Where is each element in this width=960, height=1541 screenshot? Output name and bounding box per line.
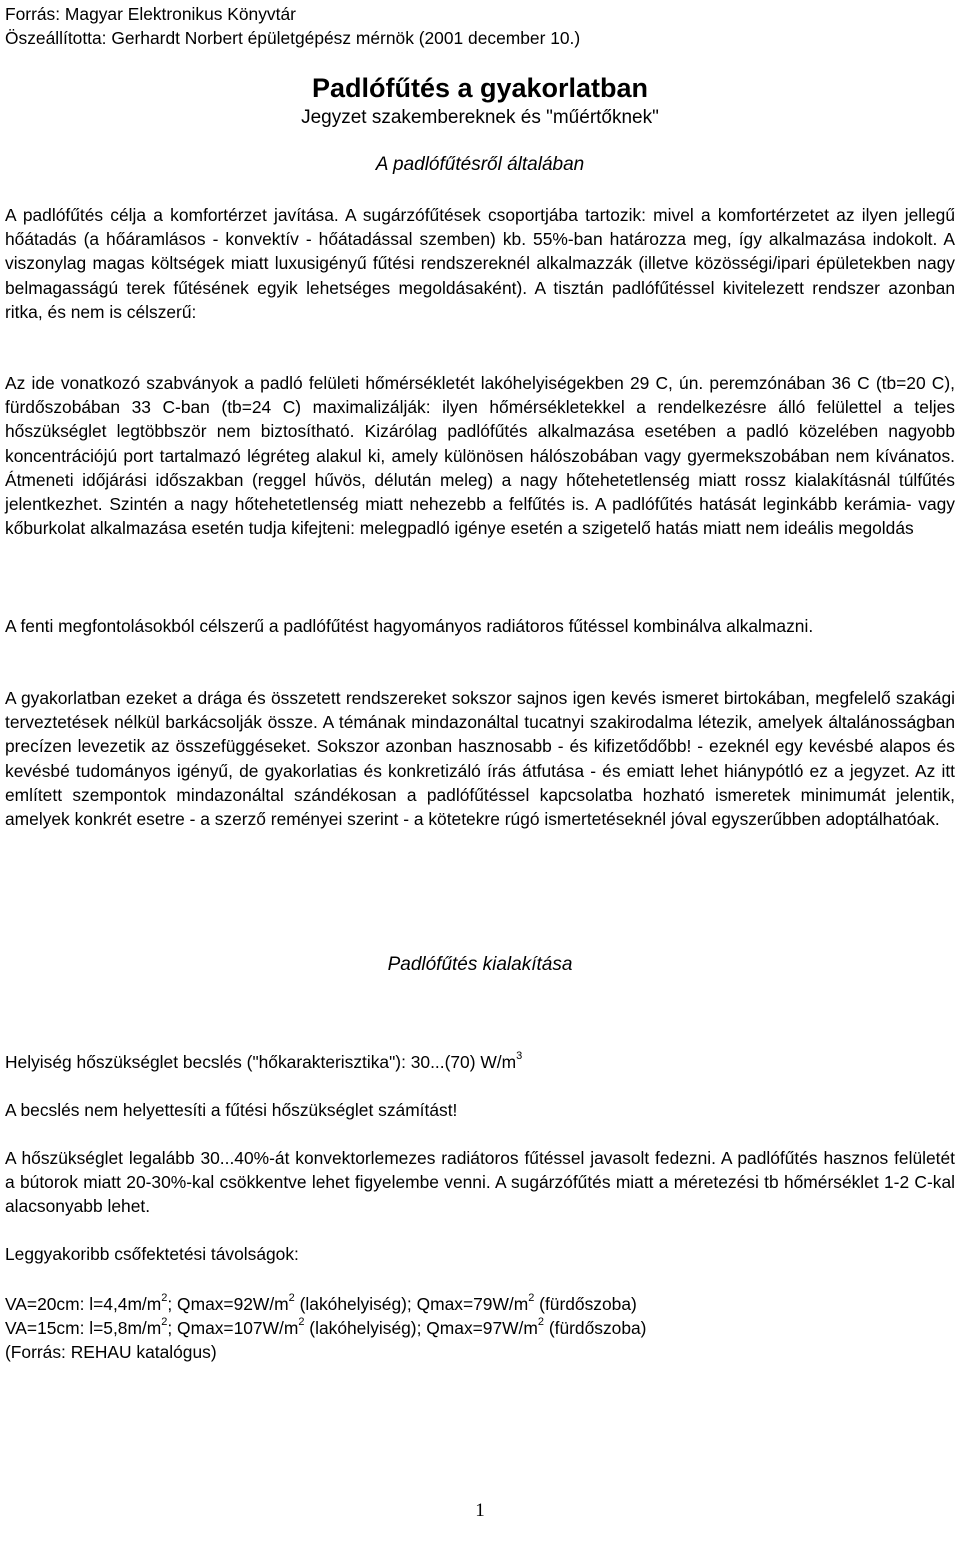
spacing-row-text: ; Qmax=107W/m bbox=[167, 1318, 299, 1339]
paragraph-convector: A hőszükséglet legalább 30...40%-át konvektorlemezes radiátoros fűtéssel javasolt fedezni. A padlófűtés hasznos felületét a bútorok miatt 20-30%-kal csökkentve lehet figyelembe venni. A sugárzófűtés miatt a méretezési tb hőmérséklet 1-2 C-kal alacsonyabb lehet. bbox=[5, 1148, 955, 1217]
spacing-row-text: VA=15cm: l=5,8m/m bbox=[5, 1318, 162, 1339]
document-header bbox=[5, 2, 955, 50]
spacing-heading: Leggyakoribb csőfektetési távolságok: bbox=[5, 1244, 299, 1264]
section-heading-general: A padlófűtésről általában bbox=[375, 154, 585, 175]
compiler-line: Öszeállította: Gerhardt Norbert épületgépész mérnök (2001 december 10.) bbox=[5, 28, 581, 49]
heat-demand-line bbox=[5, 1050, 955, 1074]
spacing-source: (Forrás: REHAU katalógus) bbox=[5, 1342, 217, 1363]
superscript: 2 bbox=[288, 1292, 295, 1305]
document-title: Padlófűtés a gyakorlatban bbox=[311, 73, 649, 103]
source-line: Forrás: Magyar Elektronikus Könyvtár bbox=[5, 4, 296, 24]
document-subtitle: Jegyzet szakembereknek és "műértőknek" bbox=[301, 107, 659, 128]
spacing-row-20cm bbox=[5, 1292, 955, 1316]
spacing-row-text: (lakóhelyiség); Qmax=97W/m bbox=[304, 1318, 538, 1339]
spacing-row-text: (fürdőszoba) bbox=[544, 1318, 647, 1339]
superscript: 2 bbox=[528, 1292, 535, 1305]
superscript: 2 bbox=[537, 1316, 544, 1329]
estimate-note: A becslés nem helyettesíti a fűtési hőszükséglet számítást! bbox=[5, 1100, 458, 1120]
heat-demand-text: Helyiség hőszükséglet becslés ("hőkarakterisztika"): 30...(70) W/m bbox=[5, 1052, 517, 1072]
superscript: 2 bbox=[298, 1316, 305, 1329]
spacing-row-text: VA=20cm: l=4,4m/m bbox=[5, 1294, 162, 1314]
spacing-row-text: ; Qmax=92W/m bbox=[167, 1294, 289, 1314]
superscript: 2 bbox=[161, 1292, 168, 1305]
superscript: 2 bbox=[161, 1316, 168, 1329]
spacing-row-text: (lakóhelyiség); Qmax=79W/m bbox=[294, 1294, 529, 1314]
paragraph-combination: A fenti megfontolásokból célszerű a padlófűtést hagyományos radiátoros fűtéssel kombinálva alkalmazni. bbox=[5, 616, 814, 636]
heat-demand-exponent: 3 bbox=[516, 1050, 523, 1063]
paragraph-standards: Az ide vonatkozó szabványok a padló felületi hőmérsékletét lakóhelyiségekben 29 C, ún. peremzónában 36 C (tb=20 C), fürdőszobában 33 C-ban (tb=24 C) maximalizálják: ilyen hőmérsékletekkel a rendelkezésre álló felülettel a teljes hőszükséglet legtöbbször nem biztosítható. Kizárólag padlófűtés alkalmazása esetében a padló közelében nagyobb koncentrációjú port tartalmazó légréteg alakul ki, amely különösen hálószobában vagy gyermekszobában nem kívánatos. Átmeneti időjárási időszakban (reggel hűvös, délután meleg) a nagy hőtehetetlenség miatt rossz kialakításnál túlfűtés jelentkezhet. Szintén a nagy hőtehetetlenség miatt nehezebb a felfűtés is. A padlófűtés hatását leginkább kerámia- vagy kőburkolat alkalmazása esetén tudja kifejteni: melegpadló igénye esetén a szigetelő hatás miatt nem ideális megoldás bbox=[5, 373, 955, 539]
section-heading-design: Padlófűtés kialakítása bbox=[387, 954, 573, 975]
spacing-list bbox=[5, 1292, 955, 1365]
page-number: 1 bbox=[475, 1500, 485, 1521]
paragraph-intro: A padlófűtés célja a komfortérzet javítása. A sugárzófűtések csoportjába tartozik: mivel a komfortérzetet az ilyen jellegű hőátadás (a hőáramlásos - konvektív - hőátadással szemben) kb. 55%-ban határozza meg, így alkalmazása indokolt. A viszonylag magas költségek miatt luxusigényű fűtési rendszereknél alkalmazzák (illetve közösségi/ipari épületekben nagy belmagasságú terek fűtésének egyik lehetséges megoldásaként). A tisztán padlófűtéssel kivitelezett rendszer azonban ritka, és nem is célszerű: bbox=[5, 205, 955, 322]
spacing-row-15cm bbox=[5, 1316, 955, 1340]
spacing-row-text: (fürdőszoba) bbox=[534, 1294, 637, 1314]
paragraph-practice: A gyakorlatban ezeket a drága és összetett rendszereket sokszor sajnos igen kevés ismeret birtokában, megfelelő szakági terveztetések nélkül barkácsolják össze. A témának mindazonáltal tucatnyi szakirodalma létezik, amelyek általánosságban precízen levezetik az összefüggéseket. Sokszor azonban hasznosabb - és kifizetődőbb! - ezeknél egy kevésbé alapos és kevésbé tudományos igényű, de gyakorlatias és konkretizáló írás átfutása - és emiatt lehet hiánypótló ez a jegyzet. Az itt említett szempontok mindazonáltal szándékosan a padlófűtéssel kapcsolatba hozható ismeretek minimumát jelentik, amelyek konkrét esetre - a szerző reményei szerint - a kötetekre rúgó ismertetéseknél jóval egyszerűbben adoptálhatóak. bbox=[5, 688, 955, 830]
